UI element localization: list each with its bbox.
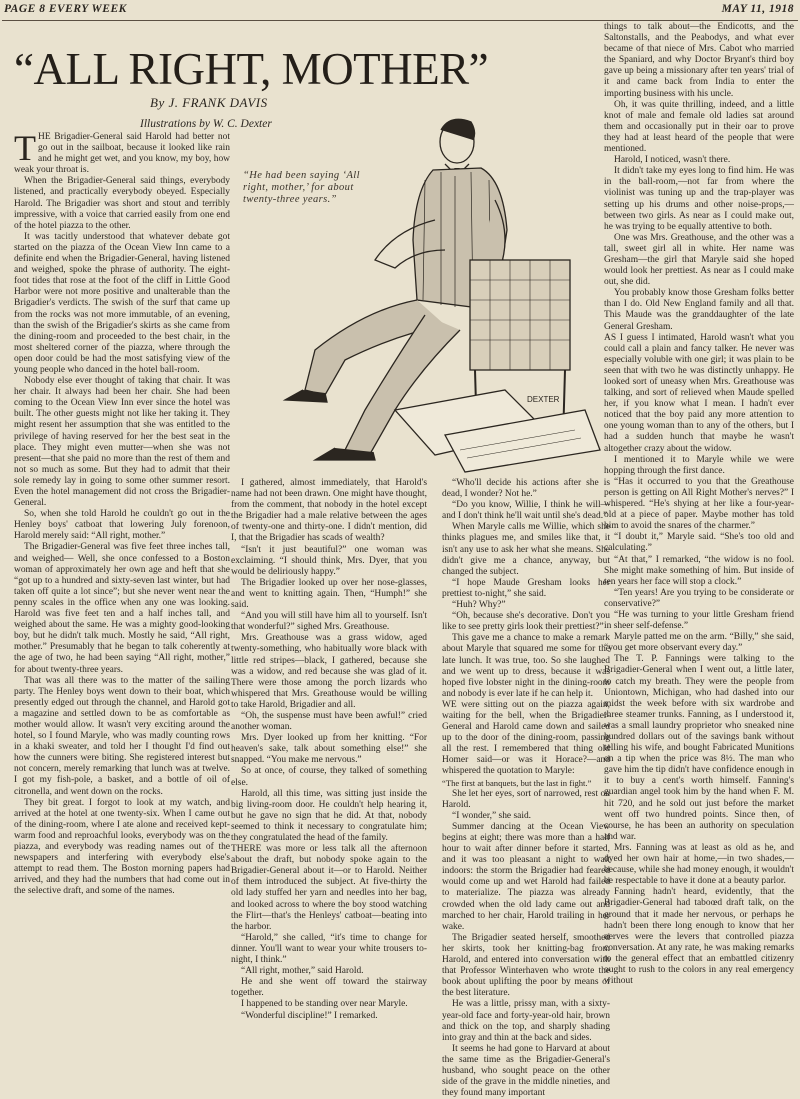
column-2 bbox=[231, 478, 427, 1090]
paragraph: He and she went off toward the stairway together. bbox=[231, 977, 427, 999]
paragraph: “And you will still have him all to yourself. Isn't that wonderful?” sighed Mrs. Greathouse. bbox=[231, 611, 427, 633]
paragraph: Harold, all this time, was sitting just inside the big living-room door. He couldn't help hearing it, but he gave no sign that he did. At that, nobody seemed to think it necessary to congratulate him; they congratulated the head of the family. bbox=[231, 788, 427, 843]
paragraph: “He was turning to your little Gresham friend in sheer self-defense.” bbox=[604, 609, 794, 632]
header-rule bbox=[2, 20, 798, 21]
paragraph: When Maryle calls me Willie, which she thinks plagues me, and smiles like that, it isn't any use to ask her what she means. She didn't give me a chance, anyway, but changed the subject. bbox=[442, 522, 610, 577]
paragraph: “I doubt it,” Maryle said. “She's too old and calculating.” bbox=[604, 532, 794, 554]
section-paragraph: THERE was more or less talk all the afternoon about the draft, but nobody spoke again to the Brigadier-General about it—or to Harold. Neither of them introduced the subject. At five-thirty the old lady stuffed her yarn and needles into her bag, and looked across to where the boy stood watching the Flirt—that's the Henleys' catboat—beating into the harbor. bbox=[231, 844, 427, 932]
paragraph: I gathered, almost immediately, that Harold's name had not been drawn. One might have thought, from the comment, that nobody in the hotel except the Brigadier had a male relative between the ages of twenty-one and thirty-one. I didn't mention, did I, that the Brigadier has scads of wealth? bbox=[231, 478, 427, 544]
paragraph: Harold, I noticed, wasn't there. bbox=[614, 155, 731, 166]
section-paragraph: WE were sitting out on the piazza again, waiting for the bell, when the Brigadier-General and Harold came down and sailed up to the door of the dining-room, passing all the rest. I remembered that thing old Homer said—or was it Horace?—and whispered the quotation to Maryle: bbox=[442, 699, 610, 777]
paragraph: So, when she told Harold he couldn't go out in the Henley boys' catboat that lowering July forenoon, Harold merely said: “All right, mother.” bbox=[14, 509, 230, 542]
paragraph: “All right, mother,” said Harold. bbox=[241, 966, 364, 977]
paragraph: One was Mrs. Greathouse, and the other was a tall, sweet girl all in white. Her name was Gresham—the girl that Maryle said she hoped would look her prettiest. As near as I could make out, she did. bbox=[604, 232, 794, 288]
paragraph: The Brigadier-General was five feet three inches tall, and weighed— Well, she once confessed to a Boston woman of approximately her own age and heft that she “got up to a hundred and sixty-seven last winter, but had taken off quite a lot since”; but she never went near the penny scales in the office when any one was looking. Harold was five feet ten and a half inches tall, and weighed about the same. He was a mighty good-looking boy, but he didn't talk much. Mostly he said, “All right, mother.” Presumably that he began to talk coherently at the age of two, he had been saying “All right, mother,” for about twenty-three years. bbox=[14, 542, 230, 675]
paragraph: Maryle patted me on the arm. “Billy,” she said, “you get more observant every day.” bbox=[604, 632, 794, 654]
verse-quotation: “The first at banquets, but the last in fight.” bbox=[442, 777, 592, 788]
paragraph: “Isn't it just beautiful?” one woman was exclaiming. “I should think, Mrs. Dyer, that you would be deliriously happy.” bbox=[231, 544, 427, 577]
illustration-seated-man bbox=[245, 110, 605, 480]
section-paragraph: AS I guess I intimated, Harold wasn't what you could call a plain and fancy talker. He never was especially voluble with one girl; it was plain to be seen that with two he was distinctly unhappy. He looked sort of uneasy when Mrs. Greathouse was talking, and sort of relieved when Maude spelled her, if you know what I mean. I hadn't ever noticed that the boy paid any more attention to one young woman than to any of the others, but I had a sudden hunch that maybe he wasn't altogether crazy about the widow. bbox=[604, 332, 794, 454]
paragraph: Mrs. Dyer looked up from her knitting. “For heaven's sake, talk about something else!” she snapped. “You make me nervous.” bbox=[231, 733, 427, 766]
illustration-credit: Illustrations by W. C. Dexter bbox=[140, 118, 272, 130]
paragraph: “I wonder,” she said. bbox=[452, 810, 532, 821]
paragraph: The Brigadier looked up over her nose-glasses, and went to knitting again. Then, “Humph!” she said. bbox=[231, 577, 427, 611]
paragraph: He was a little, prissy man, with a sixty-year-old face and forty-year-old hair, brown and thick on the top, and sharply shading into gray and thin at the back and sides. bbox=[442, 999, 610, 1043]
drop-cap: T bbox=[14, 128, 36, 168]
paragraph: The Brigadier seated herself, smoothed her skirts, took her knitting-bag from Harold, and entered into conversation with that Professor Winterhaven who wrote the book about uplifting the poor by means of the best literature. bbox=[442, 932, 610, 999]
paragraph: You probably know those Gresham folks better than I do. Old New England family and all that. This Maude was the granddaughter of the late General Gresham. bbox=[604, 288, 794, 332]
paragraph: Mrs. Fanning was at least as old as he, and dyed her own hair at home,—in two shades,—because, while she had money enough, it wouldn't be respectable to have it done at a beauty parlor. bbox=[604, 842, 794, 887]
column-3 bbox=[442, 478, 610, 1099]
paragraph: “At that,” I remarked, “the widow is no fool. She might make something of him. But inside of ten years her face will stop a clock.” bbox=[604, 554, 794, 587]
article-title: “ALL RIGHT, MOTHER” bbox=[14, 44, 489, 94]
paragraph: THE Brigadier-General said Harold had better not go out in the sailboat, because it looked like rain and he might get wet, and you know, my boy, how weak your throat is. bbox=[14, 128, 230, 176]
paragraph: “I hope Maude Gresham looks her prettiest to-night,” she said. bbox=[442, 577, 610, 599]
column-4 bbox=[604, 22, 794, 1090]
paragraph: Oh, it was quite thrilling, indeed, and a little knot of male and female old ladies sat around them and occasionally put in their oar to prove they had at least heard of the people that were mentioned. bbox=[604, 99, 794, 155]
paragraph: “Huh? Why?” bbox=[452, 600, 506, 611]
paragraph: “Harold,” she called, “it's time to change for dinner. You'll want to wear your white trousers to-night, I think.” bbox=[231, 932, 427, 966]
paragraph: “Ten years! Are you trying to be considerate or conservative?” bbox=[604, 587, 794, 609]
paragraph: Summer dancing at the Ocean View begins at eight; there was more than a half hour to wait after dinner before it started, and it was too pleasant a night to wait indoors: the storm the Brigadier had feared would come up and wet Harold had failed to materialize. The piazza was already crowded when the old lady came out and marched to her chair, Harold trailing in her wake. bbox=[442, 821, 610, 932]
paragraph: “Do you know, Willie, I think he will—and I don't think he'll wait until she's dead.” bbox=[442, 500, 610, 522]
paragraph: She let her eyes, sort of narrowed, rest on Harold. bbox=[442, 788, 610, 810]
paragraph: I happened to be standing over near Maryle. bbox=[241, 999, 408, 1010]
paragraph: “Oh, the suspense must have been awful!” cried another woman. bbox=[231, 710, 427, 733]
paragraph: That was all there was to the matter of the sailing party. The Henley boys went down to their boat, which presently edged out through the channel, and Harold got a magazine and settled down to be as comfortable as mother would allow. It wasn't very exciting around the hotel, so I found Maryle, who was madly counting rows in a khaki sweater, and told her I thought I'd find out how the cunners were biting. She registered interest but not concern, merely remarking that lunch was at twelve. I got my fish-pole, a basket, and a bottle of oil of citronella, and went down on the rocks. bbox=[14, 675, 230, 797]
paragraph: I mentioned it to Maryle while we were hopping through the first dance. bbox=[604, 454, 794, 476]
paragraph: So at once, of course, they talked of something else. bbox=[231, 766, 427, 788]
paragraph: It seems he had gone to Harvard at about the same time as the Brigadier-General's husband, who sought peace on the other side of the grave in the middle nineties, and they found many important bbox=[442, 1043, 610, 1099]
paragraph: When the Brigadier-General said things, everybody listened, and practically everybody obeyed. Especially Harold. The Brigadier was short and stout and terribly impressive, with a voice that carried easily from one end of the hotel piazza to the other. bbox=[14, 176, 230, 231]
illustration-caption: “He had been saying ‘All right, mother,’ for about twenty-three years.” bbox=[243, 170, 360, 205]
paragraph: “Has it occurred to you that the Greathouse person is getting on All Right Mother's nerves?” I whispered. “He's shying at her like a four-year-old at a piece of paper. Maybe mother has told him to avoid the snares of the charmer.” bbox=[604, 476, 794, 532]
paragraph: They bit great. I forgot to look at my watch, and arrived at the hotel at one twenty-six. When I came out of the dining-room, where I ate alone and received kept-warm food and reproachful looks, everybody was on the piazza, and everybody was reading names out of the newspapers and interfering with everybody else's attempt to read them. The Boston morning papers had arrived, and they had the numbers that had come out in the selective draft, and some of the names. bbox=[14, 797, 230, 897]
paragraph: “Wonderful discipline!” I remarked. bbox=[241, 1010, 378, 1021]
paragraph: things to talk about—the Endicotts, and the Saltonstalls, and the Peabodys, and what ever became of that niece of Mrs. Cabot who married the Spaniard, and why Doctor Bryant's third boy gave up being a missionary after ten years' trial of it and came back from India to enter the importing business with his uncle. bbox=[604, 22, 794, 99]
page-number-and-magazine: PAGE 8 EVERY WEEK bbox=[4, 3, 127, 15]
paragraph: It was tacitly understood that whatever debate got started on the piazza of the Ocean View Inn came to a definite end when the Brigadier-General, having listened and weighed, spoke the phrase of authority. The eight-foot tides that rose at the foot of the cliff in Little Good Harbor were not more positive and unalterable than the Brigadier's verdicts. The swish of the surf that came up from the rocks was not more immutable, of an evening, than the swish of the Brigadier's skirts as she came from the dining-room and proceeded to the best chair, in the most sheltered corner of the piazza, where through the open door could be had the most satisfying view of the young people who danced in the hotel ball-room. bbox=[14, 231, 230, 375]
paragraph: Nobody else ever thought of taking that chair. It was her chair. It always had been her chair. She had been coming to the Ocean View Inn ever since the hotel was built. The other guests might not like her taking it. They might resent her assumption that she was entitled to the privilege of having reserved for her the best seat in the place. They might even mutter—when she was not present—that she paid no more than the rest of them and not so much as some. But they had to admit that their sole remedy lay in going to some other summer resort. Even the hotel management did not cross the Brigadier-General. bbox=[14, 376, 230, 509]
paragraph: “Oh, because she's decorative. Don't you like to see pretty girls look their prettiest?” bbox=[442, 611, 610, 633]
paragraph: Mrs. Greathouse was a grass widow, aged twenty-something, who habitually wore black with little red stripes—black, I gathered, because she was a widow, and red because she was glad of it. There were those among the porch lizards who whispered that Mrs. Greathouse would be willing to take Harold, Brigadier and all. bbox=[231, 633, 427, 710]
paragraph: “Who'll decide his actions after she is dead, I wonder? Not he.” bbox=[442, 478, 610, 500]
artist-signature: DEXTER bbox=[527, 395, 560, 404]
paragraph: It didn't take my eyes long to find him. He was in the ball-room,—not far from where the violinist was tuning up and the trap-player was setting up his drums and other noise-props,—between two girls. As near as I could make out, he was trying to be equally attentive to both. bbox=[604, 166, 794, 232]
paragraph: Fanning hadn't heard, evidently, that the Brigadier-General had taboœd draft talk, on the ground that it made her nervous, or perhaps he hadn't been there long enough to know that her nerves were the levers that controlled piazza conversation. At any rate, he was making remarks to the general effect that an embattled citizenry ought to rush to the colors in any real emergency without bbox=[604, 887, 794, 987]
column-1 bbox=[14, 128, 230, 1087]
issue-date: MAY 11, 1918 bbox=[721, 3, 794, 15]
paragraph: The T. P. Fannings were talking to the Brigadier-General when I went out, a little later, to catch my breath. They were the people from Uniontown, Michigan, who had dashed into our midst the week before with six wardrobe and three steamer trunks. Fanning, as I understood it, was a small laundry proprietor who sneaked nine hundred dollars out of the savings bank without telling his wife, and bought Fabricated Munitions on a tip when the price was 8½. The man who gave him the tip didn't have confidence enough in it to buy a cent's worth himself. Fanning's guardian angel took him by the hand when F. M. hit 720, and he sold out just before the market went off two hundred points. Since then, of course, he has been an authority on speculation and war. bbox=[604, 654, 794, 842]
byline: By J. FRANK DAVIS bbox=[150, 95, 268, 110]
running-header bbox=[4, 3, 794, 19]
paragraph: This gave me a chance to make a remark about Maryle that squared me some for the late lunch. It was true, too. So she laughed and we went up to dress, because it was hoped five lobster night in the dining-room and nobody is ever late if he can help it. bbox=[442, 633, 610, 699]
